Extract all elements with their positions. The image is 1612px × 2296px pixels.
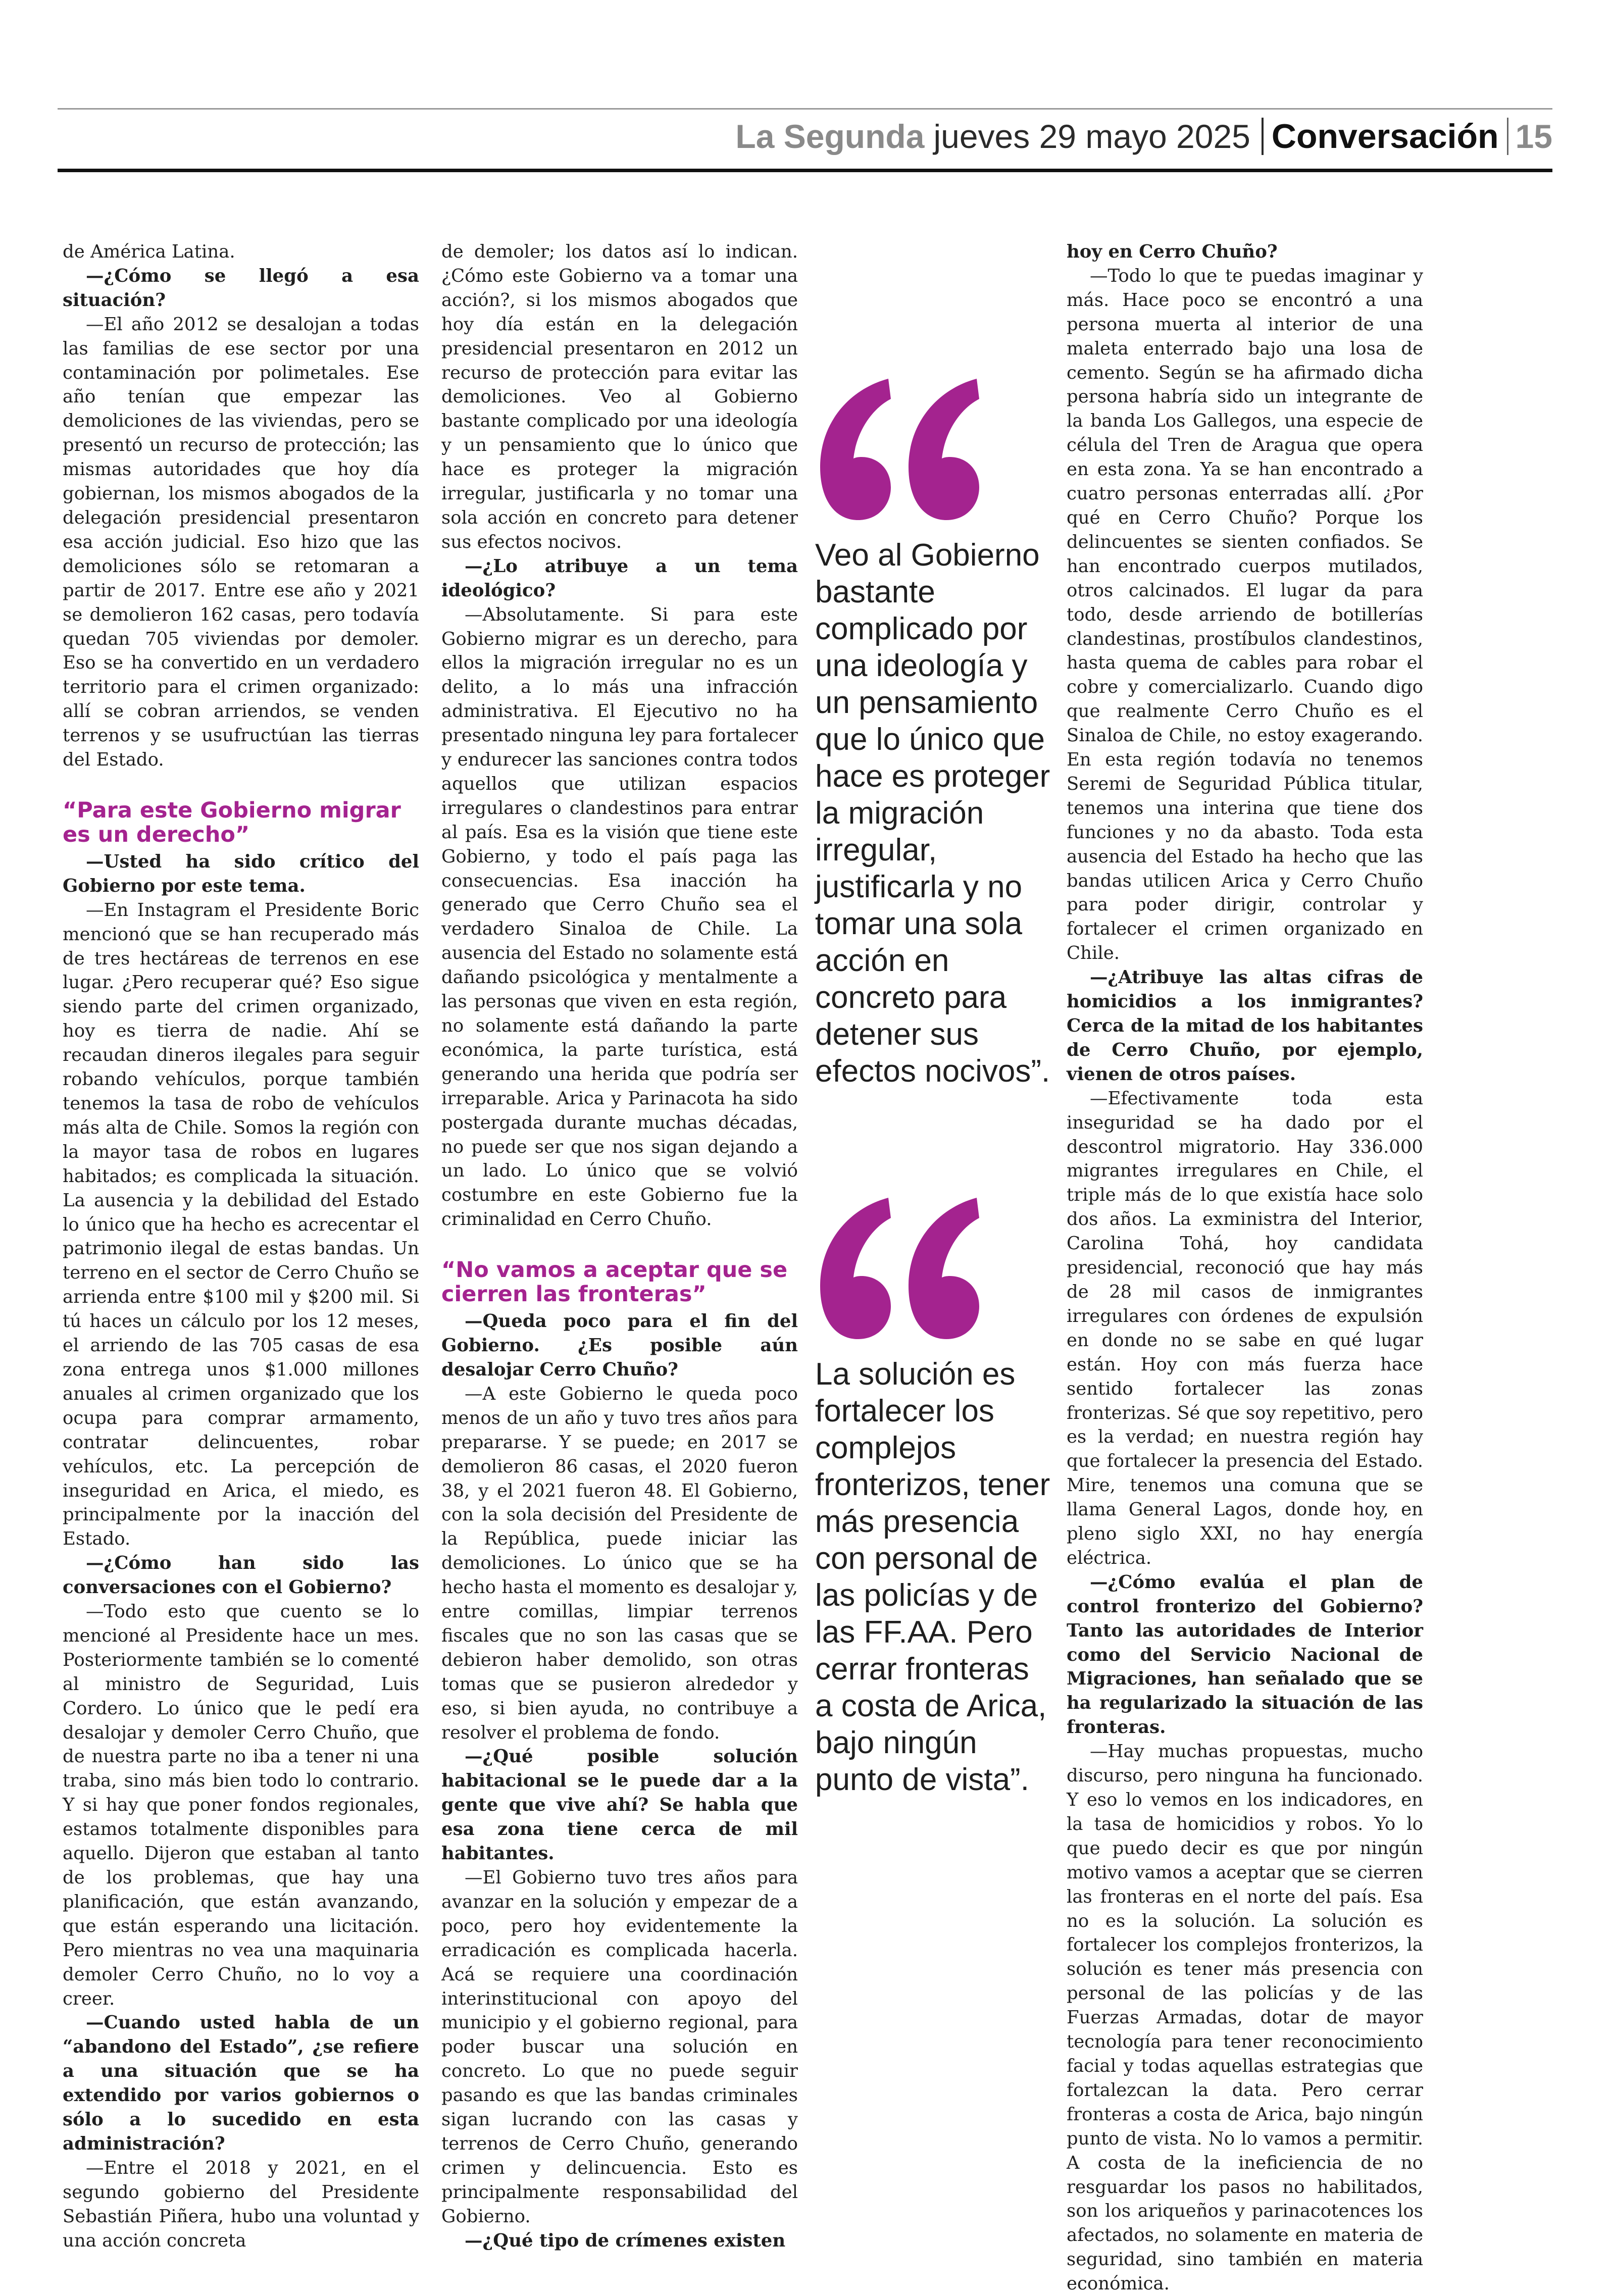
pull-quote-2	[815, 1193, 1052, 1798]
pull-quote-text: Veo al Gobierno bastante complicado por una ideología y un pensamiento que lo único que hace es proteger la migración irregular, justificarla y no tomar una sola acción en concreto para detener sus efectos nocivos”.	[815, 538, 1050, 1089]
interview-question: —Cuando usted habla de un “abandono del Estado”, ¿se refiere a una situación que se ha extendido por varios gobiernos o sólo a lo sucedido en esta administración?	[63, 2012, 419, 2154]
section-heading: “No vamos a aceptar que se cierren las fronteras”	[441, 1257, 788, 1307]
interview-answer: —Hay muchas propuestas, mucho discurso, pero ninguna ha funcionado. Y eso lo vemos en los indicadores, en la tasa de homicidios y robos. Yo lo que puedo decir es que por ningún motivo vamos a aceptar que se cierren las fronteras en el norte del país. Esa no es la solución. La solución es fortalecer los complejos fronterizos, la solución es tener más presencia con personal de las policías y de las Fuerzas Armadas, dotar de mayor tecnología para tener reconocimiento facial y todas aquellas estrategias que fortalezcan la data. Pero cerrar fronteras a costa de Arica, bajo ningún punto de vista. No lo vamos a permitir. A costa de la ineficiencia de no resguardar los pasos no habilitados, son los ariqueños y parinacotences los afectados, no solamente en materia de seguridad, sino también en materia económica.	[1067, 1741, 1423, 2294]
interview-answer: —El Gobierno tuvo tres años para avanzar en la solución y empezar de a poco, pero hoy evidentemente la erradicación es complicada hacerla. Acá se requiere una coordinación interinstitucional con apoyo del municipio y el gobierno regional, para poder buscar una solución en concreto. Lo que no puede seguir pasando es que las bandas criminales sigan lucrando con las casas y terrenos de Cerro Chuño, generando crimen y delincuencia. Esto es principalmente responsabilidad del Gobierno.	[441, 1867, 798, 2227]
section-heading: “Para este Gobierno migrar es un derecho”	[63, 797, 401, 847]
interview-answer: —Entre el 2018 y 2021, en el segundo gobierno del Presidente Sebastián Piñera, hubo una voluntad y una acción concreta	[63, 2157, 419, 2251]
interview-question: hoy en Cerro Chuño?	[1067, 241, 1278, 262]
interview-question: —¿Atribuye las altas cifras de homicidios a los inmigrantes? Cerca de la mitad de los habitantes de Cerro Chuño, por ejemplo, vienen de otros países.	[1067, 967, 1423, 1085]
quote-mark-icon	[815, 1193, 982, 1344]
article-column-2	[441, 240, 798, 2253]
quote-mark-icon	[815, 374, 982, 525]
interview-question: —¿Qué tipo de crímenes existen	[465, 2230, 786, 2251]
masthead	[707, 111, 1552, 162]
interview-question: —¿Cómo evalúa el plan de control fronterizo del Gobierno? Tanto las autoridades de Interior como del Servicio Nacional de Migraciones, han señalado que se ha regularizado la situación de las fronteras.	[1067, 1571, 1423, 1738]
interview-question: —¿Lo atribuye a un tema ideológico?	[441, 555, 798, 601]
interview-answer: —Todo lo que te puedas imaginar y más. Hace poco se encontró a una persona muerta al interior de una maleta enterrado bajo una losa de cemento. Según se ha afirmado dicha persona habría sido un integrante de la banda Los Gallegos, una especie de célula del Tren de Aragua que opera en esta zona. Ya se han encontrado a cuatro personas enterradas allí. ¿Por qué en Cerro Chuño? Porque los delincuentes se sienten confiados. Se han encontrado cuerpos mutilados, otros calcinados. El lugar da para todo, desde arriendo de botillerías clandestinas, prostíbulos clandestinos, hasta quema de cables para robar el cobre y comercializarlo. Cuando digo que realmente Cerro Chuño es el Sinaloa de Chile, no estoy exagerando. En esta región todavía no tenemos Seremi de Seguridad Pública titular, tenemos una interina que tiene dos funciones y no da abasto. Toda esta ausencia del Estado ha hecho que las bandas utilicen Arica y Cerro Chuño para poder dirigir, controlar y fortalecer el crimen organizado en Chile.	[1067, 265, 1423, 964]
masthead-divider	[1507, 118, 1508, 155]
article-column-1	[63, 240, 419, 2253]
pull-quote-text: La solución es fortalecer los complejos fronterizos, tener más presencia con personal de las policías y de las FF.AA. Pero cerrar fronteras a costa de Arica, bajo ningún punto de vista”.	[815, 1357, 1050, 1797]
interview-answer: —Efectivamente toda esta inseguridad se ha dado por el descontrol migratorio. Hay 336.000 migrantes irregulares en Chile, el triple más de lo que existía hace solo dos años. La exministra del Interior, Carolina Tohá, hoy candidata presidencial, reconoció que hay más de 28 mil casos de inmigrantes irregulares con órdenes de expulsión en donde no se sabe en qué lugar están. Hoy con más fuerza hace sentido fortalecer las zonas fronterizas. Sé que soy repetitivo, pero es la verdad; en nuestra región hay que fortalecer la presencia del Estado. Mire, tenemos una comuna que se llama General Lagos, donde hoy, en pleno siglo XXI, no hay energía eléctrica.	[1067, 1088, 1423, 1568]
publication-date: jueves 29 mayo 2025	[933, 118, 1250, 155]
page-number: 15	[1515, 118, 1552, 155]
interview-question: —¿Cómo han sido las conversaciones con el Gobierno?	[63, 1553, 419, 1598]
header-top-line	[58, 108, 1552, 110]
paragraph: de demoler; los datos así lo indican. ¿Cómo este Gobierno va a tomar una acción?, si los mismos abogados que hoy día están en la delegación presidencial presentaron en 2012 un recurso de protección para evitar las demoliciones. Veo al Gobierno bastante complicado por una ideología y un pensamiento que lo único que hace es proteger la migración irregular, justificarla y no tomar una sola acción en concreto para detener sus efectos nocivos.	[441, 241, 798, 552]
masthead-divider	[1262, 118, 1264, 155]
interview-answer: —A este Gobierno le queda poco menos de un año y tuvo tres años para prepararse. Y se puede; en 2017 se demolieron 86 casas, el 2020 fueron 38, y el 2021 fueron 48. El Gobierno, con la sola decisión del Presidente de la República, puede iniciar las demoliciones. Lo único que se ha hecho hasta el momento es desalojar y, entre comillas, limpiar terrenos fiscales que no son las casas que se debieron haber demolido, son otras tomas que se pusieron alrededor y eso, si bien ayuda, no contribuye a resolver el problema de fondo.	[441, 1383, 798, 1743]
section-name: Conversación	[1271, 117, 1499, 156]
interview-question: —Queda poco para el fin del Gobierno. ¿Es posible aún desalojar Cerro Chuño?	[441, 1311, 798, 1380]
interview-question: —¿Cómo se llegó a esa situación?	[63, 265, 419, 311]
interview-answer: —Absolutamente. Si para este Gobierno migrar es un derecho, para ellos la migración irregular no es un delito, a lo más una infracción administrativa. El Ejecutivo no ha presentado ninguna ley para fortalecer y endurecer las sanciones contra todos aquellos que utilizan espacios irregulares o clandestinos para entrar al país. Esa es la visión que tiene este Gobierno, y todo el país paga las consecuencias. Esa inacción ha generado que Cerro Chuño sea el verdadero Sinaloa de Chile. La ausencia del Estado no solamente está dañando psicológica y mentalmente a las personas que viven en esta región, no solamente está dañando la parte económica, la parte turística, está generando una herida que podría ser irreparable. Arica y Parinacota ha sido postergada durante muchas décadas, no puede ser que nos sigan dejando a un lado. Lo único que se volvió costumbre en este Gobierno fue la criminalidad en Cerro Chuño.	[441, 604, 798, 1230]
interview-question: —Usted ha sido crítico del Gobierno por este tema.	[63, 851, 419, 896]
pull-quote-1	[815, 374, 1052, 1090]
header-rule	[58, 169, 1552, 172]
interview-answer: —En Instagram el Presidente Boric mencionó que se han recuperado más de tres hectáreas de terrenos en ese lugar. ¿Pero recuperar qué? Eso sigue siendo parte del crimen organizado, hoy es tierra de nadie. Ahí se recaudan dineros ilegales para seguir robando vehículos, porque también tenemos la tasa de robo de vehículos más alta de Chile. Somos la región con la mayor tasa de robos en lugares habitados; es complicada la situación. La ausencia y la debilidad del Estado lo único que ha hecho es acrecentar el patrimonio ilegal de estas bandas. Un terreno en el sector de Cerro Chuño se arrienda entre $100 mil y $200 mil. Si tú haces un cálculo por los 12 meses, el arriendo de las 705 casas de esa zona entrega unos $1.000 millones anuales al crimen organizado que los ocupa para comprar armamento, contratar delincuentes, robar vehículos, etc. La percepción de inseguridad en Arica, el miedo, es principalmente por la inacción del Estado.	[63, 899, 419, 1550]
paragraph: de América Latina.	[63, 241, 235, 262]
interview-answer: —El año 2012 se desalojan a todas las familias de ese sector por una contaminación por polimetales. Ese año tenían que empezar las demoliciones de las viviendas, pero se presentó un recurso de protección; las mismas autoridades que hoy día gobiernan, los mismos abogados de la delegación presidencial presentaron esa acción judicial. Eso hizo que las demoliciones sólo se retomaran a partir de 2017. Entre ese año y 2021 se demolieron 162 casas, pero todavía quedan 705 viviendas por demoler. Eso se ha convertido en un verdadero territorio para el crimen organizado: allí se cobran arriendos, se venden terrenos y se usufructúan las tierras del Estado.	[63, 314, 419, 771]
interview-question: —¿Qué posible solución habitacional se le puede dar a la gente que vive ahí? Se habla que esa zona tiene cerca de mil habitantes.	[441, 1746, 798, 1864]
newspaper-name: La Segunda	[735, 118, 925, 155]
interview-answer: —Todo esto que cuento se lo mencioné al Presidente hace un mes. Posteriormente también se lo comenté al ministro de Seguridad, Luis Cordero. Lo único que le pedí era desalojar y demoler Cerro Chuño, que de nuestra parte no iba a tener ni una traba, sino más bien todo lo contrario. Y si hay que poner fondos regionales, estamos totalmente disponibles para aquello. Dijeron que estaban al tanto de los problemas, que hay una planificación, que están avanzando, que están esperando una licitación. Pero mientras no vea una maquinaria demoler Cerro Chuño, no lo voy a creer.	[63, 1601, 419, 2009]
article-column-4	[1067, 240, 1423, 2296]
